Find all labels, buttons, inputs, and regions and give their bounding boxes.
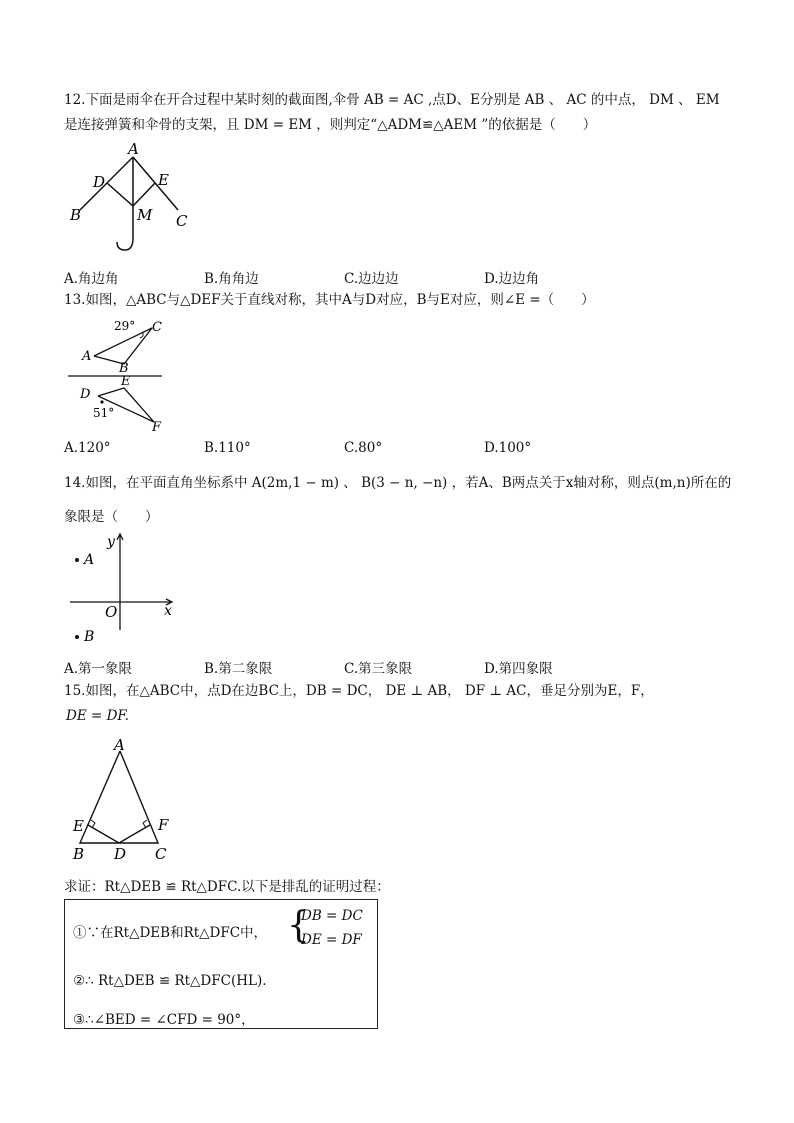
label-b: B (84, 629, 95, 645)
q15-text-line1: 15.如图，在△ABC中，点D在边BC上，DB = DC， DE ⊥ AB， DF ⊥ AC，垂足分别为E，F， (64, 683, 654, 699)
q12-option-b[interactable]: B.角角边 (204, 271, 259, 287)
triangle-abc (80, 751, 158, 843)
q12-option-c[interactable]: C.边边边 (344, 271, 399, 287)
q14-option-c[interactable]: C.第三象限 (344, 661, 413, 677)
label-e: E (158, 171, 169, 189)
point-a-dot (75, 558, 79, 562)
label-f: F (152, 420, 162, 434)
label-d: D (80, 387, 91, 402)
proof-step-1: ①∵在Rt△DEB和Rt△DFC中， (73, 925, 268, 941)
support-dm (107, 183, 133, 206)
label-e: E (73, 817, 84, 835)
proof-step-1-eq2: DE = DF (301, 932, 362, 948)
q15-text-line2: DE = DF. (66, 708, 129, 724)
q15-prove-statement: 求证：Rt△DEB ≌ Rt△DFC.以下是排乱的证明过程： (64, 879, 390, 895)
q12-text-line1: 12.下面是雨伞在开合过程中某时刻的截面图,伞骨 AB = AC ,点D、E分别是 AB 、 AC 的中点， DM 、 EM (64, 92, 720, 108)
label-a: A (128, 140, 139, 158)
q13-option-d[interactable]: D.100° (484, 440, 532, 456)
q14-text-line2: 象限是（ ） (64, 509, 159, 525)
system-brace: { (287, 905, 310, 946)
proof-steps-box (64, 899, 378, 1029)
label-c: C (152, 320, 162, 335)
q14-text-line1: 14.如图，在平面直角坐标系中 A(2m,1 − m) 、 B(3 − n, −n) ，若A、B两点关于x轴对称，则点(m,n)所在的 (64, 475, 732, 491)
label-e: E (121, 374, 131, 389)
q14-option-d[interactable]: D.第四象限 (484, 661, 553, 677)
label-o: O (105, 603, 118, 621)
q14-option-a[interactable]: A.第一象限 (64, 661, 133, 677)
rib-ab (80, 157, 133, 210)
proof-step-1-eq1: DB = DC (301, 908, 363, 924)
label-b: B (70, 206, 82, 224)
label-f: F (158, 816, 169, 834)
q14-option-b[interactable]: B.第二象限 (204, 661, 273, 677)
q13-option-b[interactable]: B.110° (204, 440, 251, 456)
label-a: A (84, 552, 95, 568)
label-c: C (176, 212, 188, 230)
point-b-dot (75, 635, 79, 639)
angle-label-29: 29° (114, 319, 136, 333)
support-em (133, 183, 155, 206)
coordinate-figure (64, 530, 184, 648)
isosceles-figure (70, 737, 180, 865)
label-a: A (82, 349, 92, 364)
label-d: D (93, 173, 106, 191)
angle-mark-d (100, 400, 103, 403)
label-c: C (155, 845, 167, 863)
label-d: D (114, 845, 127, 863)
label-y: y (107, 534, 115, 550)
q13-option-c[interactable]: C.80° (344, 440, 383, 456)
q12-option-a[interactable]: A.角边角 (64, 271, 119, 287)
q12-option-d[interactable]: D.边边角 (484, 271, 540, 287)
umbrella-figure (62, 140, 202, 256)
handle (117, 238, 133, 250)
q13-text-line1: 13.如图，△ABC与△DEF关于直线对称，其中A与D对应，B与E对应，则∠E =（ ） (64, 292, 595, 308)
label-m: M (137, 206, 153, 224)
label-b: B (73, 845, 85, 863)
label-a: A (114, 737, 125, 754)
angle-label-51: 51° (93, 406, 115, 420)
proof-step-3: ③∴∠BED = ∠CFD = 90°， (73, 1012, 255, 1028)
q13-option-a[interactable]: A.120° (64, 440, 111, 456)
label-x: x (164, 603, 172, 619)
q12-text-line2: 是连接弹簧和伞骨的支架，且 DM = EM ，则判定“△ADM≌△AEM ”的依据是（ ） (64, 117, 597, 133)
label-b: B (119, 361, 129, 376)
reflection-figure (66, 314, 166, 434)
proof-step-2: ②∴ Rt△DEB ≌ Rt△DFC(HL). (73, 973, 267, 989)
